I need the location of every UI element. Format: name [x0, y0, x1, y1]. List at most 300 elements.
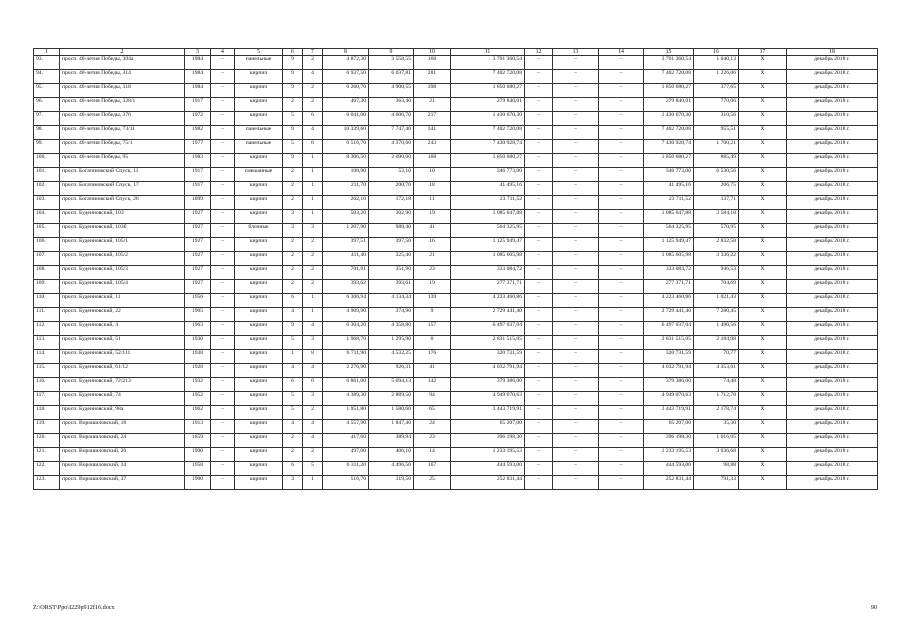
table-cell: 4 134,34 [369, 294, 414, 308]
table-row [34, 476, 878, 490]
table-cell: 6 [283, 294, 303, 308]
table-cell: 118. [34, 406, 60, 420]
table-cell: 2 [303, 266, 323, 280]
table-cell: 105. [34, 224, 60, 238]
table-cell: кирпич [235, 70, 283, 84]
table-cell: кирпич [235, 434, 283, 448]
table-row [34, 406, 878, 420]
table-cell: 9 [283, 70, 303, 84]
table-cell: – [553, 378, 599, 392]
table-cell: 108,90 [323, 168, 369, 182]
table-cell: – [553, 98, 599, 112]
table-cell: 4 032 791,94 [644, 364, 694, 378]
table-cell: 9 [283, 84, 303, 98]
table-cell: кирпич [235, 210, 283, 224]
table-cell: кирпич [235, 182, 283, 196]
table-cell: 1932 [185, 378, 211, 392]
table-cell: – [211, 406, 235, 420]
column-number-cell: 10 [414, 49, 451, 56]
table-cell: Х [739, 126, 787, 140]
table-cell: – [599, 420, 644, 434]
table-cell: 497,00 [323, 448, 369, 462]
column-number-cell: 1 [34, 49, 60, 56]
table-cell: 2 832,58 [694, 238, 739, 252]
table-cell: 503,20 [323, 210, 369, 224]
table-cell: 7 402 720,08 [451, 126, 525, 140]
table-cell: Х [739, 350, 787, 364]
table-cell: 106. [34, 238, 60, 252]
table-cell: 5 [283, 392, 303, 406]
table-cell: Х [739, 448, 787, 462]
table-cell: – [525, 280, 553, 294]
table-cell: – [211, 266, 235, 280]
table-cell: 4 [303, 364, 323, 378]
table-cell: 2 [303, 252, 323, 266]
table-cell: 444 593,00 [644, 462, 694, 476]
table-cell: – [211, 350, 235, 364]
table-cell: – [525, 126, 553, 140]
table-cell: – [599, 434, 644, 448]
table-cell: – [211, 84, 235, 98]
table-cell: 21 [414, 252, 451, 266]
table-cell: Х [739, 266, 787, 280]
table-cell: – [553, 476, 599, 490]
table-cell: 211,70 [323, 182, 369, 196]
table-cell: 1 207,90 [323, 224, 369, 238]
table-cell: – [211, 56, 235, 70]
table-cell: 1982 [185, 126, 211, 140]
header-number-row [34, 49, 878, 56]
table-cell: 5 [283, 112, 303, 126]
table-cell: 6 [303, 112, 323, 126]
table-cell: Х [739, 406, 787, 420]
table-cell: просп. Буденновский, 11 [60, 294, 185, 308]
table-cell: – [553, 84, 599, 98]
table-cell: 252 831,44 [644, 476, 694, 490]
table-cell: 9 [283, 154, 303, 168]
table-row [34, 238, 878, 252]
table-cell: 3 443 719,91 [451, 406, 525, 420]
table-cell: 398 [414, 84, 451, 98]
table-cell: 41 495,16 [451, 182, 525, 196]
table-cell: – [525, 168, 553, 182]
table-cell: декабрь 2018 г. [787, 196, 878, 210]
table-cell: 1927 [185, 252, 211, 266]
table-cell: 6 306,94 [323, 294, 369, 308]
table-cell: 1 040,13 [694, 56, 739, 70]
table-cell: 701,91 [323, 266, 369, 280]
table-cell: 94. [34, 70, 60, 84]
table-cell: – [553, 462, 599, 476]
table-cell: – [553, 154, 599, 168]
table-cell: 791,33 [694, 476, 739, 490]
table-cell: декабрь 2018 г. [787, 70, 878, 84]
table-cell: просп. 40-летия Победы, 328/1 [60, 98, 185, 112]
table-cell: – [525, 266, 553, 280]
table-cell: кирпич [235, 98, 283, 112]
table-cell: 2 184,98 [694, 336, 739, 350]
table-cell: 320 731,59 [644, 350, 694, 364]
table-cell: 1984 [185, 56, 211, 70]
table-cell: декабрь 2018 г. [787, 280, 878, 294]
table-cell: декабрь 2018 г. [787, 322, 878, 336]
table-cell: 377,65 [694, 84, 739, 98]
table-cell: просп. Буденновский, 52/111 [60, 350, 185, 364]
table-cell: смешанные [235, 168, 283, 182]
table-cell: декабрь 2018 г. [787, 112, 878, 126]
table-cell: 121. [34, 448, 60, 462]
table-cell: просп. Ворошиловский, 37 [60, 476, 185, 490]
column-number-cell: 15 [644, 49, 694, 56]
table-cell: 168 [414, 56, 451, 70]
table-cell: 101. [34, 168, 60, 182]
table-cell: Х [739, 280, 787, 294]
table-cell: 4 389,30 [323, 392, 369, 406]
table-cell: 3 [303, 392, 323, 406]
table-cell: 6 [283, 462, 303, 476]
table-cell: – [525, 112, 553, 126]
table-cell: – [211, 154, 235, 168]
table-cell: Х [739, 392, 787, 406]
table-cell: – [211, 252, 235, 266]
table-cell: 281 [414, 70, 451, 84]
table-cell: 1 [303, 210, 323, 224]
table-cell: 6 497 037,04 [644, 322, 694, 336]
table-cell: – [211, 168, 235, 182]
table-cell: – [599, 350, 644, 364]
table-cell: 6 [303, 140, 323, 154]
table-cell: 115. [34, 364, 60, 378]
table-row [34, 98, 878, 112]
table-cell: 93. [34, 56, 60, 70]
table-cell: 41 [414, 224, 451, 238]
table-cell: 1977 [185, 140, 211, 154]
table-cell: 564 325,95 [644, 224, 694, 238]
table-cell: 104. [34, 210, 60, 224]
table-cell: 2 [283, 238, 303, 252]
table-cell: 6 311,20 [323, 462, 369, 476]
table-row [34, 434, 878, 448]
table-cell: кирпич [235, 350, 283, 364]
table-cell: 351,90 [369, 266, 414, 280]
table-cell: 1 [283, 350, 303, 364]
table-cell: декабрь 2018 г. [787, 392, 878, 406]
table-cell: – [211, 280, 235, 294]
table-cell: 113. [34, 336, 60, 350]
table-cell: 108. [34, 266, 60, 280]
table-cell: 35,30 [694, 420, 739, 434]
table-cell: 1 951,80 [323, 406, 369, 420]
table-cell: – [211, 322, 235, 336]
table-cell: 1 850 680,27 [644, 84, 694, 98]
table-cell: 111. [34, 308, 60, 322]
table-cell: 1 [303, 308, 323, 322]
table-cell: 1900 [185, 448, 211, 462]
table-cell: декабрь 2018 г. [787, 448, 878, 462]
table-row [34, 70, 878, 84]
table-cell: 16 [414, 238, 451, 252]
table-cell: 346 773,00 [644, 168, 694, 182]
table-cell: – [599, 406, 644, 420]
table-cell: – [599, 98, 644, 112]
table-cell: 1 968,70 [323, 336, 369, 350]
table-cell: 23 [414, 434, 451, 448]
table-cell: 109. [34, 280, 60, 294]
table-cell: 4 949 070,63 [644, 392, 694, 406]
table-cell: 2 [283, 280, 303, 294]
table-cell: 120. [34, 434, 60, 448]
column-number-cell: 7 [303, 49, 323, 56]
column-number-cell: 5 [235, 49, 283, 56]
table-cell: 117. [34, 392, 60, 406]
table-cell: 243 [414, 140, 451, 154]
table-row [34, 154, 878, 168]
table-cell: 2 [283, 448, 303, 462]
table-cell: кирпич [235, 280, 283, 294]
table-cell: декабрь 2018 г. [787, 182, 878, 196]
table-cell: декабрь 2018 г. [787, 224, 878, 238]
table-cell: 103. [34, 196, 60, 210]
table-cell: – [599, 70, 644, 84]
table-row [34, 378, 878, 392]
column-number-cell: 11 [451, 49, 525, 56]
table-cell: 6 861,00 [323, 378, 369, 392]
table-cell: кирпич [235, 476, 283, 490]
table-cell: просп. Буденновский, 98а [60, 406, 185, 420]
table-cell: 5 094,13 [369, 378, 414, 392]
table-cell: 9 [283, 322, 303, 336]
table-cell: 1 850 680,27 [644, 154, 694, 168]
table-cell: 6 041,00 [323, 112, 369, 126]
table-row [34, 350, 878, 364]
table-cell: 262,10 [323, 196, 369, 210]
table-cell: декабрь 2018 г. [787, 476, 878, 490]
table-cell: просп. Буденновский, 105/4 [60, 280, 185, 294]
table-cell: 9 [283, 126, 303, 140]
table-cell: – [599, 56, 644, 70]
table-cell: – [525, 196, 553, 210]
table-cell: – [525, 98, 553, 112]
table-cell: 137,71 [694, 196, 739, 210]
table-cell: кирпич [235, 84, 283, 98]
table-cell: 4 496,50 [369, 462, 414, 476]
table-cell: – [211, 336, 235, 350]
table-row [34, 252, 878, 266]
table-cell: просп. Буденновский, 105/1 [60, 238, 185, 252]
housing-table [33, 48, 878, 490]
table-cell: – [599, 322, 644, 336]
table-cell: 7 402 720,08 [644, 126, 694, 140]
table-cell: – [211, 364, 235, 378]
table-cell: кирпич [235, 252, 283, 266]
table-cell: декабрь 2018 г. [787, 238, 878, 252]
table-cell: панельные [235, 140, 283, 154]
column-number-cell: 6 [283, 49, 303, 56]
document-page [33, 48, 877, 490]
table-cell: 3 701 360,54 [451, 56, 525, 70]
table-cell: – [525, 224, 553, 238]
table-cell: 1927 [185, 266, 211, 280]
table-cell: 2 [283, 266, 303, 280]
table-cell: просп. Богатяновский Спуск, 26 [60, 196, 185, 210]
page-number: 90 [870, 604, 877, 611]
table-cell: 4 [283, 308, 303, 322]
table-cell: – [599, 462, 644, 476]
table-cell: 1927 [185, 224, 211, 238]
table-cell: – [553, 280, 599, 294]
table-cell: 95. [34, 84, 60, 98]
table-cell: просп. Буденновский, 61/12 [60, 364, 185, 378]
table-cell: просп. Богатяновский Спуск, 11 [60, 168, 185, 182]
table-cell: 122. [34, 462, 60, 476]
table-cell: просп. 40-летия Победы, 318 [60, 84, 185, 98]
table-cell: 1 233 195,53 [644, 448, 694, 462]
table-cell: 6 937,50 [323, 70, 369, 84]
table-cell: Х [739, 168, 787, 182]
table-cell: 4 909,90 [323, 308, 369, 322]
table-cell: 53,10 [369, 168, 414, 182]
table-cell: 417,60 [323, 434, 369, 448]
table-cell: – [599, 126, 644, 140]
table-cell: просп. Богатяновский Спуск, 17 [60, 182, 185, 196]
column-number-cell: 13 [553, 49, 599, 56]
table-cell: 333 084,72 [644, 266, 694, 280]
table-cell: кирпич [235, 448, 283, 462]
table-cell: декабрь 2018 г. [787, 336, 878, 350]
table-cell: 2 831 515,05 [644, 336, 694, 350]
table-row [34, 336, 878, 350]
table-cell: 363,40 [369, 98, 414, 112]
table-cell: – [599, 154, 644, 168]
table-cell: – [525, 462, 553, 476]
table-cell: 379 386,00 [451, 378, 525, 392]
table-cell: просп. 40-летия Победы, 73/11 [60, 126, 185, 140]
table-cell: 252 831,44 [451, 476, 525, 490]
table-cell: 2 [303, 406, 323, 420]
table-cell: 5 [303, 462, 323, 476]
table-cell: 279 840,01 [451, 98, 525, 112]
table-cell: декабрь 2018 г. [787, 406, 878, 420]
table-cell: 5 [283, 406, 303, 420]
table-cell: декабрь 2018 г. [787, 266, 878, 280]
table-cell: 6 711,90 [323, 350, 369, 364]
table-cell: декабрь 2018 г. [787, 378, 878, 392]
table-cell: – [599, 140, 644, 154]
table-cell: 346 773,00 [451, 168, 525, 182]
table-cell: 7 280,45 [694, 308, 739, 322]
table-cell: Х [739, 434, 787, 448]
table-cell: 406,10 [369, 448, 414, 462]
table-cell: 302,90 [369, 210, 414, 224]
table-cell: кирпич [235, 308, 283, 322]
table-cell: – [599, 392, 644, 406]
table-cell: – [553, 196, 599, 210]
table-cell: 123. [34, 476, 60, 490]
table-cell: – [599, 238, 644, 252]
table-cell: декабрь 2018 г. [787, 140, 878, 154]
table-cell: 172,18 [369, 196, 414, 210]
table-cell: 1927 [185, 280, 211, 294]
table-cell: 2 [303, 238, 323, 252]
table-body [34, 49, 878, 490]
table-row [34, 280, 878, 294]
table-cell: 112. [34, 322, 60, 336]
table-row [34, 308, 878, 322]
table-row [34, 294, 878, 308]
table-cell: 7 430 928,74 [644, 140, 694, 154]
table-cell: 1 430 670,30 [451, 112, 525, 126]
table-cell: 2 090,00 [369, 154, 414, 168]
table-cell: 3 036,68 [694, 448, 739, 462]
table-cell: просп. Буденновский, 72/213 [60, 378, 185, 392]
table-cell: – [211, 98, 235, 112]
table-cell: – [525, 406, 553, 420]
table-cell: 4 370,60 [369, 140, 414, 154]
table-cell: 100. [34, 154, 60, 168]
table-cell: 4 [303, 420, 323, 434]
table-cell: – [525, 476, 553, 490]
table-cell: 6 497 037,04 [451, 322, 525, 336]
table-cell: 2 [303, 280, 323, 294]
column-number-cell: 8 [323, 49, 369, 56]
table-cell: просп. Буденновский, 103 [60, 210, 185, 224]
table-cell: 139 [414, 294, 451, 308]
table-cell: 1 [303, 294, 323, 308]
table-cell: 325,40 [369, 252, 414, 266]
table-cell: – [599, 168, 644, 182]
table-cell: декабрь 2018 г. [787, 210, 878, 224]
table-cell: кирпич [235, 462, 283, 476]
table-cell: 1972 [185, 112, 211, 126]
table-cell: – [553, 210, 599, 224]
table-cell: – [525, 182, 553, 196]
table-cell: 23 [414, 266, 451, 280]
table-cell: 1917 [185, 182, 211, 196]
table-cell: 4 [283, 364, 303, 378]
table-cell: 10 [414, 168, 451, 182]
table-cell: декабрь 2018 г. [787, 350, 878, 364]
table-cell: 1900 [185, 476, 211, 490]
table-row [34, 266, 878, 280]
table-cell: 4 [303, 322, 323, 336]
table-cell: 1938 [185, 350, 211, 364]
table-cell: 65 [414, 406, 451, 420]
table-cell: – [599, 266, 644, 280]
table-cell: – [599, 448, 644, 462]
table-cell: 1913 [185, 420, 211, 434]
table-cell: 1 430 670,30 [644, 112, 694, 126]
table-cell: 99. [34, 140, 60, 154]
table-cell: 1 226,06 [694, 70, 739, 84]
table-cell: кирпич [235, 392, 283, 406]
table-cell: – [553, 70, 599, 84]
table-cell: 119. [34, 420, 60, 434]
table-cell: – [553, 238, 599, 252]
table-cell: просп. 40-летия Победы, 304а [60, 56, 185, 70]
table-cell: 1958 [185, 462, 211, 476]
table-cell: – [525, 308, 553, 322]
table-cell: – [525, 336, 553, 350]
table-cell: 6 304,20 [323, 322, 369, 336]
table-cell: 107. [34, 252, 60, 266]
table-cell: 4 223 460,86 [644, 294, 694, 308]
table-cell: 2 178,74 [694, 406, 739, 420]
table-cell: Х [739, 196, 787, 210]
table-cell: 217 [414, 112, 451, 126]
table-cell: 3 558,55 [369, 56, 414, 70]
table-cell: 3 [283, 210, 303, 224]
table-cell: декабрь 2018 г. [787, 308, 878, 322]
